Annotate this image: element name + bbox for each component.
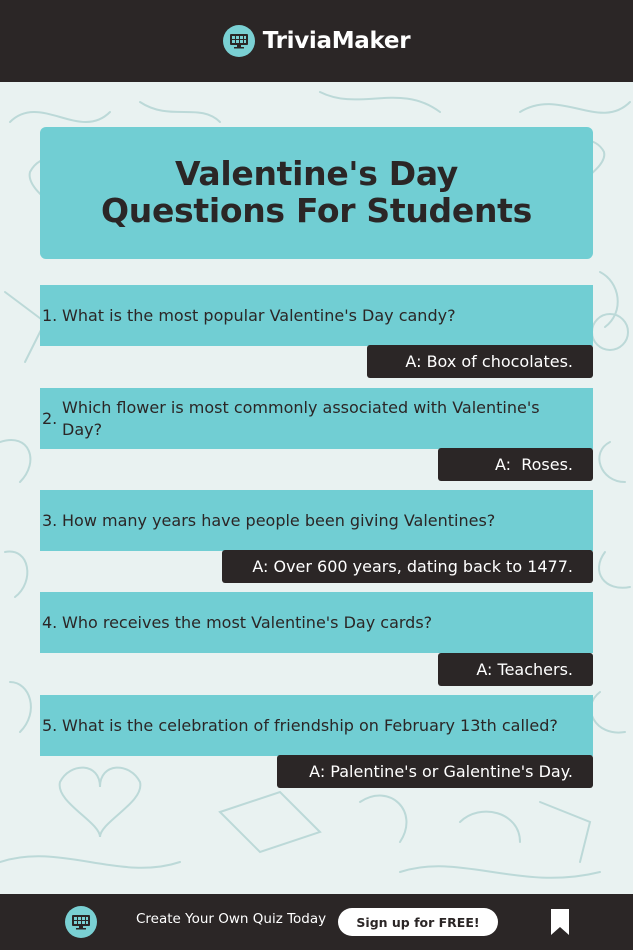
question-text: How many years have people been giving Valentines?: [62, 510, 496, 530]
monitor-icon[interactable]: [65, 906, 97, 938]
question-box-4: [40, 592, 593, 653]
question-box-2: [40, 388, 593, 449]
answer-box-1: A: Box of chocolates.: [367, 345, 593, 378]
signup-button[interactable]: Sign up for FREE!: [338, 908, 498, 936]
brand-name: TriviaMaker: [262, 28, 411, 54]
title-card: [40, 127, 593, 259]
monitor-icon: [223, 25, 255, 57]
answer-box-2: A: Roses.: [438, 448, 593, 481]
question-number: 2.: [42, 408, 58, 428]
answer-box-4: A: Teachers.: [438, 653, 593, 686]
page-title-line-2: Questions For Students: [101, 191, 532, 230]
question-number: 3.: [42, 510, 58, 530]
question-number: 4.: [42, 612, 58, 632]
answer-box-3: A: Over 600 years, dating back to 1477.: [222, 550, 593, 583]
question-box-3: [40, 490, 593, 551]
question-number: 1.: [42, 305, 58, 325]
footer-cta-text: Create Your Own Quiz Today: [136, 911, 327, 927]
question-number: 5.: [42, 715, 58, 735]
answer-box-5: A: Palentine's or Galentine's Day.: [277, 755, 593, 788]
question-text: Which flower is most commonly associated with Valentine's Day?: [62, 397, 540, 439]
footer-bar: [0, 894, 633, 950]
header-bar: [0, 0, 633, 82]
question-box-1: [40, 285, 593, 346]
question-box-5: [40, 695, 593, 756]
brand-logo[interactable]: [223, 25, 411, 57]
question-text: What is the most popular Valentine's Day candy?: [62, 305, 456, 325]
bookmark-icon[interactable]: [550, 908, 570, 936]
question-text: Who receives the most Valentine's Day cards?: [62, 612, 433, 632]
page-title-line-1: Valentine's Day: [174, 154, 459, 194]
question-text: What is the celebration of friendship on February 13th called?: [62, 715, 558, 735]
